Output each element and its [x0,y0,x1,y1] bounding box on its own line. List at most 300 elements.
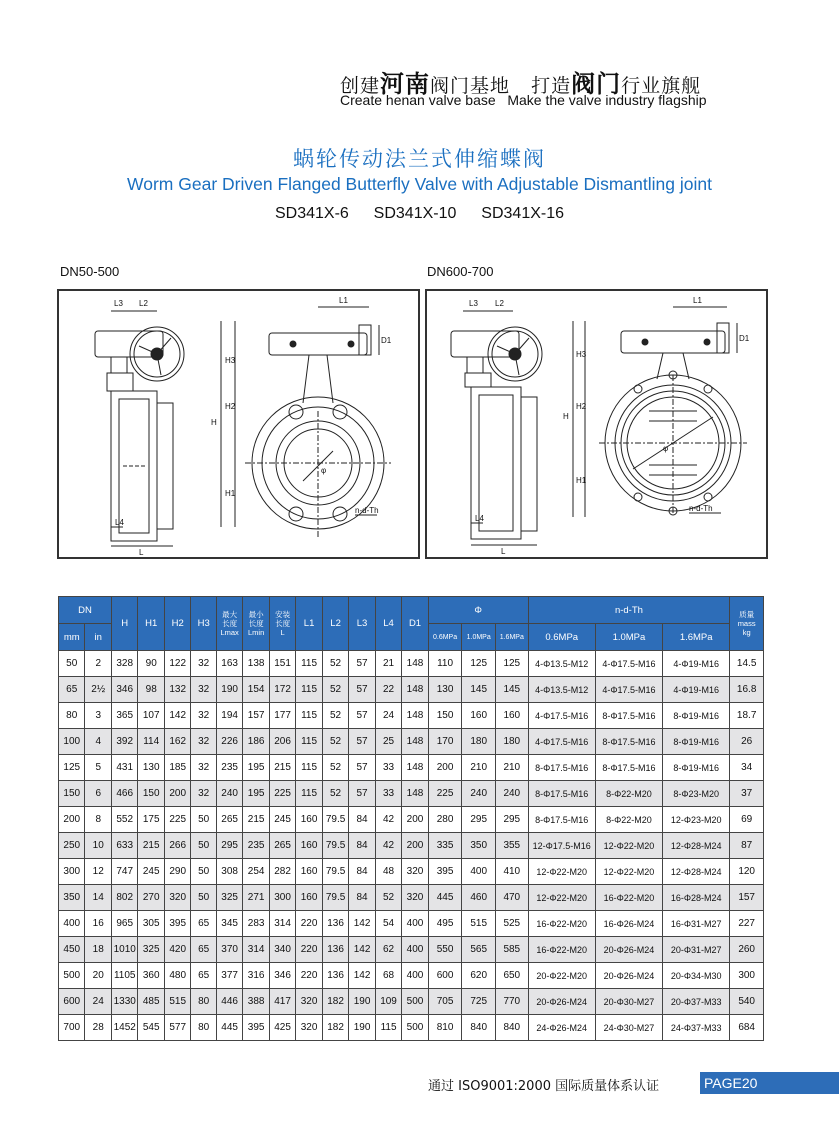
table-cell: 65 [191,937,216,963]
table-cell: 810 [428,1015,462,1041]
table-cell: 345 [216,911,242,937]
table-cell: 28 [85,1015,112,1041]
table-cell: 148 [402,703,428,729]
col-ndth-16: 1.6MPa [663,624,730,651]
table-cell: 620 [462,963,496,989]
dim-l2: L2 [139,299,148,308]
table-cell: 22 [375,677,401,703]
table-cell: 320 [402,859,428,885]
table-cell: 305 [138,911,164,937]
table-cell: 33 [375,755,401,781]
table-row [59,859,764,885]
table-cell: 52 [322,703,348,729]
col-lmin [243,597,269,651]
table-cell: 16-Φ22-M20 [595,885,662,911]
table-cell: 200 [164,781,190,807]
table-cell: 840 [495,1015,528,1041]
table-row [59,989,764,1015]
table-row [59,781,764,807]
table-cell: 550 [428,937,462,963]
table-cell: 12-Φ17.5-M16 [528,833,595,859]
table-row [59,703,764,729]
table-cell: 320 [296,989,322,1015]
table-cell: 200 [59,807,85,833]
drawing-dn50-500 [57,289,420,559]
table-cell: 157 [243,703,269,729]
table-cell: 283 [243,911,269,937]
table-cell: 4-Φ13.5-M12 [528,651,595,677]
table-cell: 4-Φ17.5-M16 [595,677,662,703]
table-cell: 360 [138,963,164,989]
col-mass-line3: kg [742,628,751,637]
table-cell: 24 [375,703,401,729]
table-cell: 700 [59,1015,85,1041]
table-cell: 240 [495,781,528,807]
dim-l2: L2 [495,299,504,308]
col-l-line1: 安装 [275,610,291,619]
table-cell: 254 [243,859,269,885]
table-cell: 136 [322,911,348,937]
table-cell: 180 [462,729,496,755]
table-cell: 515 [462,911,496,937]
table-cell: 495 [428,911,462,937]
table-cell: 8-Φ23-M20 [663,781,730,807]
table-cell: 68 [375,963,401,989]
table-cell: 190 [349,1015,375,1041]
dim-phi: φ [321,466,327,475]
table-cell: 395 [164,911,190,937]
table-cell: 425 [269,1015,295,1041]
table-cell: 130 [428,677,462,703]
table-cell: 500 [59,963,85,989]
table-cell: 466 [111,781,137,807]
valve-drawing-left [59,291,418,557]
col-mass-line2: mass [737,619,756,628]
table-cell: 8-Φ17.5-M16 [595,703,662,729]
table-row [59,833,764,859]
table-cell: 142 [349,963,375,989]
table-cell: 122 [164,651,190,677]
figure-label-dn50-500: DN50-500 [60,264,120,279]
table-cell: 142 [349,911,375,937]
table-cell: 650 [495,963,528,989]
table-cell: 180 [495,729,528,755]
col-lmin-line2: 长度 [248,619,264,628]
col-h3: H3 [191,597,216,651]
table-cell: 8-Φ17.5-M16 [528,755,595,781]
table-cell: 16-Φ28-M24 [663,885,730,911]
table-cell: 145 [495,677,528,703]
table-cell: 260 [730,937,764,963]
table-cell: 138 [243,651,269,677]
dim-l: L [501,547,506,556]
table-cell: 80 [191,989,216,1015]
slogan-highlight: 河南 [380,70,431,98]
table-cell: 400 [59,911,85,937]
table-cell: 160 [296,833,322,859]
table-cell: 160 [462,703,496,729]
table-cell: 8-Φ17.5-M16 [528,781,595,807]
col-lmax-line2: 长度 [222,619,238,628]
col-d1: D1 [402,597,428,651]
table-cell: 57 [349,781,375,807]
table-cell: 87 [730,833,764,859]
table-cell: 18 [85,937,112,963]
model-numbers: SD341X-6 SD341X-10 SD341X-16 [274,205,565,222]
table-cell: 125 [462,651,496,677]
table-cell: 328 [111,651,137,677]
table-cell: 79.5 [322,859,348,885]
table-cell: 4-Φ17.5-M16 [528,703,595,729]
col-phi-06: 0.6MPa [428,624,462,651]
table-cell: 220 [296,911,322,937]
table-cell: 90 [138,651,164,677]
table-cell: 42 [375,833,401,859]
table-cell: 32 [191,729,216,755]
table-cell: 115 [296,729,322,755]
table-cell: 1330 [111,989,137,1015]
table-cell: 215 [269,755,295,781]
table-cell: 346 [111,677,137,703]
table-cell: 460 [462,885,496,911]
table-cell: 8-Φ17.5-M16 [595,729,662,755]
table-cell: 177 [269,703,295,729]
table-cell: 225 [164,807,190,833]
valve-drawing-right [427,291,766,557]
table-cell: 57 [349,651,375,677]
table-cell: 770 [495,989,528,1015]
dim-ndth: n-d-Th [689,504,713,513]
table-cell: 515 [164,989,190,1015]
table-row [59,729,764,755]
table-cell: 226 [216,729,242,755]
table-cell: 57 [349,677,375,703]
table-cell: 200 [428,755,462,781]
table-cell: 125 [495,651,528,677]
table-cell: 314 [269,911,295,937]
table-cell: 62 [375,937,401,963]
table-cell: 34 [730,755,764,781]
col-phi-16: 1.6MPa [495,624,528,651]
table-cell: 282 [269,859,295,885]
table-cell: 16-Φ31-M27 [663,911,730,937]
table-cell: 747 [111,859,137,885]
table-cell: 115 [296,651,322,677]
table-cell: 2 [85,651,112,677]
table-cell: 320 [296,1015,322,1041]
table-cell: 545 [138,1015,164,1041]
spec-table [58,596,764,1041]
table-cell: 110 [428,651,462,677]
table-cell: 125 [59,755,85,781]
table-cell: 450 [59,937,85,963]
col-ndth-10: 1.0MPa [595,624,662,651]
table-cell: 4-Φ17.5-M16 [595,651,662,677]
table-cell: 400 [402,937,428,963]
table-cell: 314 [243,937,269,963]
table-cell: 79.5 [322,807,348,833]
dim-l4: L4 [115,518,124,527]
table-cell: 8-Φ17.5-M16 [595,755,662,781]
table-cell: 84 [349,859,375,885]
table-cell: 14.5 [730,651,764,677]
table-cell: 6 [85,781,112,807]
table-cell: 162 [164,729,190,755]
col-phi-10: 1.0MPa [462,624,496,651]
dim-h1: H1 [576,476,587,485]
table-cell: 12-Φ22-M20 [528,885,595,911]
table-cell: 227 [730,911,764,937]
table-cell: 20-Φ26-M24 [528,989,595,1015]
table-cell: 4-Φ13.5-M12 [528,677,595,703]
table-cell: 271 [243,885,269,911]
table-cell: 172 [269,677,295,703]
slogan-english: Create henan valve base Make the valve industry flagship [340,92,707,108]
table-cell: 12-Φ28-M24 [663,833,730,859]
table-cell: 115 [296,677,322,703]
col-dn: DN [59,597,112,624]
table-cell: 295 [216,833,242,859]
col-h1: H1 [138,597,164,651]
table-cell: 3 [85,703,112,729]
table-cell: 16 [85,911,112,937]
table-cell: 220 [296,963,322,989]
table-cell: 300 [59,859,85,885]
table-cell: 600 [59,989,85,1015]
table-cell: 57 [349,755,375,781]
table-cell: 24-Φ37-M33 [663,1015,730,1041]
table-cell: 1010 [111,937,137,963]
table-cell: 308 [216,859,242,885]
table-cell: 32 [191,781,216,807]
table-cell: 320 [164,885,190,911]
table-cell: 130 [138,755,164,781]
table-cell: 250 [59,833,85,859]
table-header-row [59,597,764,624]
table-cell: 160 [495,703,528,729]
table-cell: 684 [730,1015,764,1041]
table-cell: 25 [375,729,401,755]
table-cell: 20-Φ31-M27 [663,937,730,963]
table-cell: 50 [59,651,85,677]
table-cell: 115 [296,755,322,781]
dim-l3: L3 [114,299,123,308]
figure-label-dn600-700: DN600-700 [427,264,494,279]
col-l [269,597,295,651]
col-l-line2: 长度 [275,619,291,628]
table-cell: 148 [402,755,428,781]
dim-h: H [211,418,217,427]
table-cell: 500 [402,989,428,1015]
table-cell: 182 [322,1015,348,1041]
table-cell: 802 [111,885,137,911]
table-cell: 195 [243,755,269,781]
col-in: in [85,624,112,651]
table-cell: 151 [269,651,295,677]
table-cell: 470 [495,885,528,911]
slogan-part: 行业旗舰 [621,75,702,97]
table-cell: 552 [111,807,137,833]
table-cell: 33 [375,781,401,807]
product-title-english: Worm Gear Driven Flanged Butterfly Valve with Adjustable Dismantling joint [127,174,712,194]
table-cell: 16-Φ26-M24 [595,911,662,937]
table-cell: 215 [243,807,269,833]
drawing-dn600-700 [425,289,768,559]
table-cell: 325 [138,937,164,963]
table-cell: 266 [164,833,190,859]
table-cell: 500 [402,1015,428,1041]
table-cell: 84 [349,807,375,833]
col-mass-line1: 质量 [739,610,755,619]
table-cell: 388 [243,989,269,1015]
table-cell: 235 [243,833,269,859]
table-cell: 190 [216,677,242,703]
table-cell: 57 [349,703,375,729]
table-cell: 705 [428,989,462,1015]
col-ndth-06: 0.6MPa [528,624,595,651]
table-cell: 120 [730,859,764,885]
col-phi: Φ [428,597,528,624]
table-cell: 210 [495,755,528,781]
table-cell: 12 [85,859,112,885]
col-l1: L1 [296,597,322,651]
table-cell: 200 [402,807,428,833]
table-cell: 160 [296,885,322,911]
table-cell: 48 [375,859,401,885]
table-cell: 24-Φ30-M27 [595,1015,662,1041]
table-cell: 148 [402,677,428,703]
table-cell: 240 [216,781,242,807]
table-cell: 485 [138,989,164,1015]
table-cell: 186 [243,729,269,755]
table-cell: 50 [191,807,216,833]
table-cell: 245 [138,859,164,885]
dim-d1: D1 [381,336,392,345]
table-cell: 14 [85,885,112,911]
table-cell: 160 [296,807,322,833]
table-cell: 37 [730,781,764,807]
table-cell: 150 [428,703,462,729]
table-cell: 20-Φ30-M27 [595,989,662,1015]
table-cell: 12-Φ28-M24 [663,859,730,885]
table-cell: 235 [216,755,242,781]
col-l3: L3 [349,597,375,651]
table-cell: 290 [164,859,190,885]
table-cell: 4-Φ19-M16 [663,677,730,703]
dim-l1: L1 [693,296,702,305]
table-cell: 316 [243,963,269,989]
table-cell: 50 [191,885,216,911]
product-title-chinese: 蜗轮传动法兰式伸缩蝶阀 [293,147,546,171]
table-cell: 32 [191,703,216,729]
table-cell: 400 [462,859,496,885]
table-cell: 8-Φ17.5-M16 [528,807,595,833]
col-ndth: n-d-Th [528,597,730,624]
table-cell: 4-Φ19-M16 [663,651,730,677]
table-cell: 185 [164,755,190,781]
table-cell: 8-Φ19-M16 [663,703,730,729]
col-lmax-line3: Lmax [220,628,239,637]
dim-ndth: n-d-Th [355,506,379,515]
table-cell: 150 [138,781,164,807]
table-cell: 965 [111,911,137,937]
table-cell: 65 [191,911,216,937]
table-cell: 20-Φ37-M33 [663,989,730,1015]
table-cell: 65 [59,677,85,703]
col-mm: mm [59,624,85,651]
table-cell: 300 [730,963,764,989]
table-cell: 210 [462,755,496,781]
table-cell: 395 [243,1015,269,1041]
table-cell: 80 [191,1015,216,1041]
table-cell: 320 [402,885,428,911]
table-cell: 300 [269,885,295,911]
table-cell: 32 [191,651,216,677]
table-cell: 148 [402,729,428,755]
slogan-part: 打造 [531,75,572,97]
table-cell: 132 [164,677,190,703]
dim-h2: H2 [576,402,587,411]
table-cell: 8 [85,807,112,833]
table-cell: 417 [269,989,295,1015]
table-cell: 395 [428,859,462,885]
col-l4: L4 [375,597,401,651]
dim-h3: H3 [576,350,587,359]
table-cell: 182 [322,989,348,1015]
table-cell: 57 [349,729,375,755]
table-cell: 52 [322,755,348,781]
table-cell: 585 [495,937,528,963]
dim-l1: L1 [339,296,348,305]
table-cell: 355 [495,833,528,859]
table-cell: 2½ [85,677,112,703]
table-row [59,937,764,963]
table-cell: 445 [428,885,462,911]
table-cell: 540 [730,989,764,1015]
table-cell: 142 [349,937,375,963]
table-cell: 52 [375,885,401,911]
table-cell: 206 [269,729,295,755]
table-cell: 21 [375,651,401,677]
table-cell: 346 [269,963,295,989]
table-row [59,755,764,781]
table-cell: 163 [216,651,242,677]
dim-h1: H1 [225,489,236,498]
table-cell: 175 [138,807,164,833]
table-cell: 26 [730,729,764,755]
table-cell: 220 [296,937,322,963]
table-cell: 400 [402,911,428,937]
table-cell: 280 [428,807,462,833]
table-cell: 10 [85,833,112,859]
table-cell: 577 [164,1015,190,1041]
slogan-highlight: 阀门 [571,70,622,98]
dim-phi: φ [663,444,669,453]
dim-h3: H3 [225,356,236,365]
table-cell: 400 [402,963,428,989]
table-cell: 270 [138,885,164,911]
table-cell: 170 [428,729,462,755]
table-cell: 79.5 [322,885,348,911]
table-cell: 600 [428,963,462,989]
table-cell: 5 [85,755,112,781]
table-cell: 633 [111,833,137,859]
col-lmin-line1: 最小 [248,610,264,619]
table-cell: 245 [269,807,295,833]
table-cell: 54 [375,911,401,937]
table-cell: 445 [216,1015,242,1041]
table-cell: 148 [402,651,428,677]
